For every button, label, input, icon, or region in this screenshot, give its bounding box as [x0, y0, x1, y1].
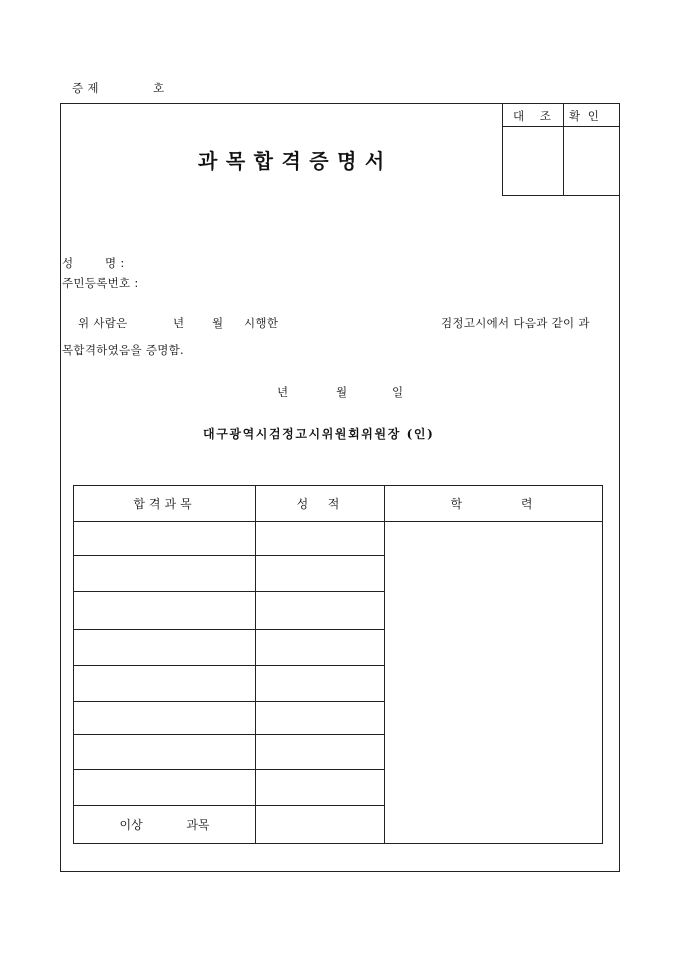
name-label: 성 명 : — [62, 256, 125, 270]
total-suffix: 과목 — [186, 818, 210, 832]
compare-stamp-cell — [502, 126, 564, 196]
cert-number-suffix: 호 — [153, 81, 165, 95]
statement-exam: 검정고시에서 다음과 같이 과 — [441, 316, 590, 330]
statement-year: 년 — [173, 316, 185, 330]
score-cell — [256, 770, 385, 806]
score-cell — [256, 592, 385, 630]
statement-subject: 위 사람은 — [78, 316, 128, 330]
subject-cell — [74, 702, 256, 735]
subject-cell — [74, 735, 256, 770]
statement-held: 시행한 — [244, 316, 279, 330]
date-month: 월 — [336, 385, 348, 399]
subject-cell — [74, 630, 256, 666]
total-score-cell — [256, 806, 385, 844]
score-cell — [256, 735, 385, 770]
id-number-label: 주민등록번호 : — [62, 276, 139, 290]
total-subjects-cell — [74, 806, 256, 844]
issuer-name: 대구광역시검정고시위원회위원장 (인) — [203, 427, 435, 441]
subjects-table — [73, 485, 603, 844]
verification-box — [502, 104, 620, 196]
score-cell — [256, 666, 385, 702]
score-cell — [256, 702, 385, 735]
header-passed-subjects: 합격과목 — [74, 486, 256, 522]
confirm-stamp-cell — [563, 126, 620, 196]
table-header-row — [74, 486, 603, 522]
statement-month: 월 — [212, 316, 224, 330]
subject-cell — [74, 556, 256, 592]
table-row — [74, 522, 603, 556]
education-cell — [385, 522, 603, 844]
score-cell — [256, 556, 385, 592]
date-day: 일 — [392, 385, 404, 399]
document-title: 과목합격증명서 — [198, 149, 393, 173]
subject-cell — [74, 666, 256, 702]
subject-cell — [74, 770, 256, 806]
subject-cell — [74, 522, 256, 556]
cert-number-prefix: 증 제 — [72, 81, 99, 95]
confirm-label: 확 인 — [569, 109, 601, 123]
total-prefix: 이상 — [119, 818, 143, 832]
score-cell — [256, 522, 385, 556]
compare-label: 대 조 — [513, 109, 557, 123]
header-education: 학 력 — [385, 486, 603, 522]
statement-certify: 목합격하였음을 증명함. — [62, 343, 184, 357]
header-score: 성 적 — [256, 486, 385, 522]
date-year: 년 — [277, 385, 289, 399]
subject-cell — [74, 592, 256, 630]
score-cell — [256, 630, 385, 666]
